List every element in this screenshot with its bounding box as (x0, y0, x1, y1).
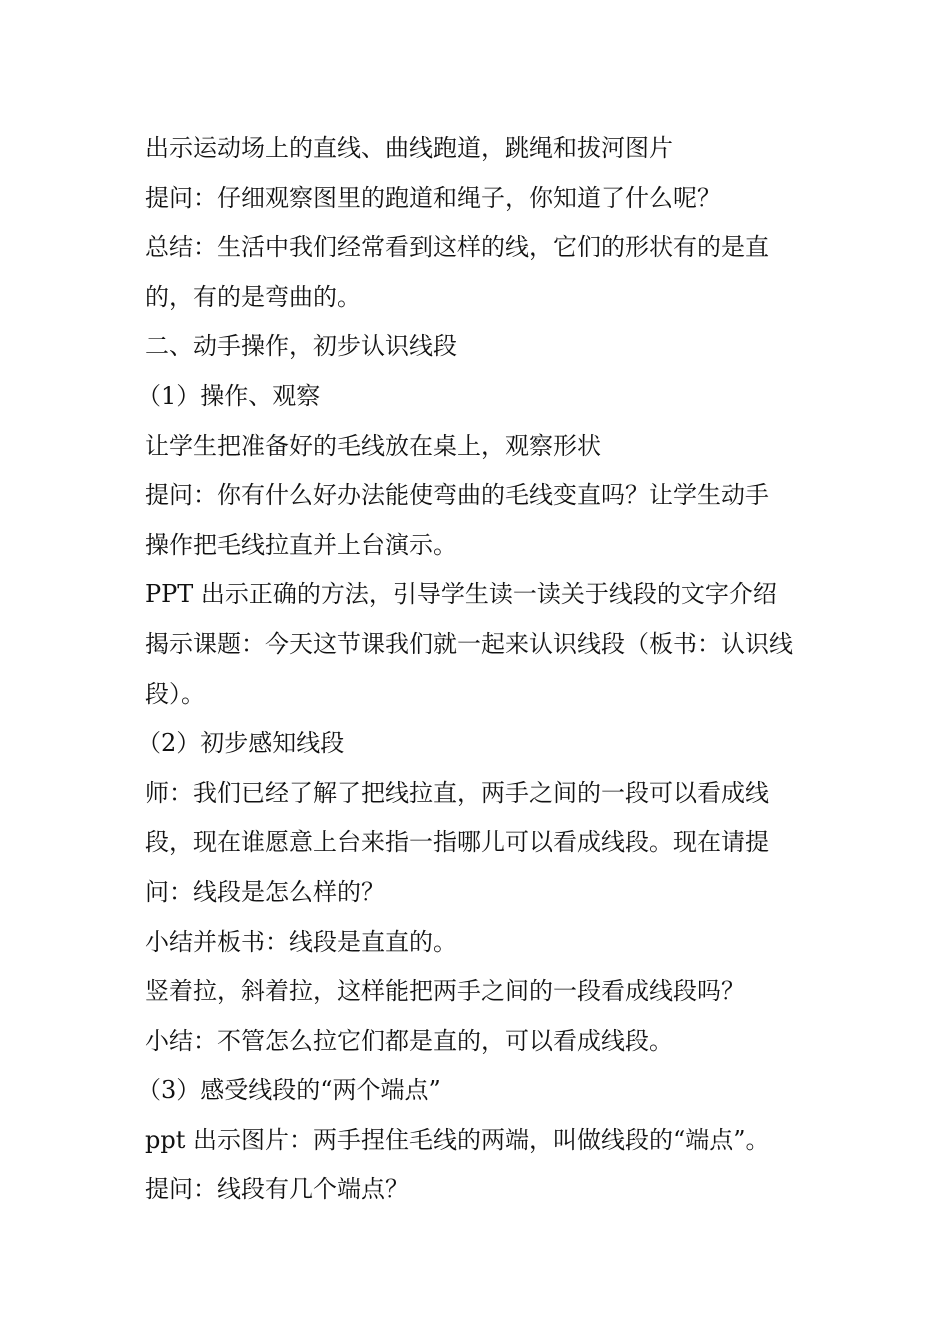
text-line: 段，现在谁愿意上台来指一指哪儿可以看成线段。现在请提 (145, 828, 769, 857)
text-line: 总结：生活中我们经常看到这样的线，它们的形状有的是直 (145, 233, 769, 262)
text-line: 竖着拉，斜着拉，这样能把两手之间的一段看成线段吗？ (145, 977, 745, 1006)
text-line: 问：线段是怎么样的？ (145, 877, 385, 906)
text-line: 提问：仔细观察图里的跑道和绳子，你知道了什么呢？ (145, 183, 721, 212)
section-heading: 二、动手操作，初步认识线段 (145, 332, 457, 361)
document-body (137, 124, 810, 1215)
text-line: 提问：你有什么好办法能使弯曲的毛线变直吗？让学生动手 (145, 481, 769, 510)
subsection-heading: （2）初步感知线段 (137, 729, 345, 758)
text-line: 师：我们已经了解了把线拉直，两手之间的一段可以看成线 (145, 778, 769, 807)
text-line: ppt 出示图片：两手捏住毛线的两端，叫做线段的“端点”。 (145, 1125, 770, 1154)
text-line: 让学生把准备好的毛线放在桌上，观察形状 (145, 431, 601, 460)
text-line: 的，有的是弯曲的。 (145, 282, 361, 311)
text-line: 小结：不管怎么拉它们都是直的，可以看成线段。 (145, 1026, 673, 1055)
subsection-heading: （3）感受线段的“两个端点” (137, 1076, 441, 1105)
text-line: 段）。 (145, 679, 205, 708)
text-line: 操作把毛线拉直并上台演示。 (145, 530, 457, 559)
text-line: 提问：线段有几个端点？ (145, 1175, 409, 1204)
text-line: 小结并板书：线段是直直的。 (145, 927, 457, 956)
text-line: 揭示课题：今天这节课我们就一起来认识线段（板书：认识线 (145, 629, 793, 658)
subsection-heading: （1）操作、观察 (137, 381, 321, 410)
text-line: 出示运动场上的直线、曲线跑道，跳绳和拔河图片 (145, 134, 673, 162)
text-line: PPT 出示正确的方法，引导学生读一读关于线段的文字介绍 (145, 580, 777, 609)
